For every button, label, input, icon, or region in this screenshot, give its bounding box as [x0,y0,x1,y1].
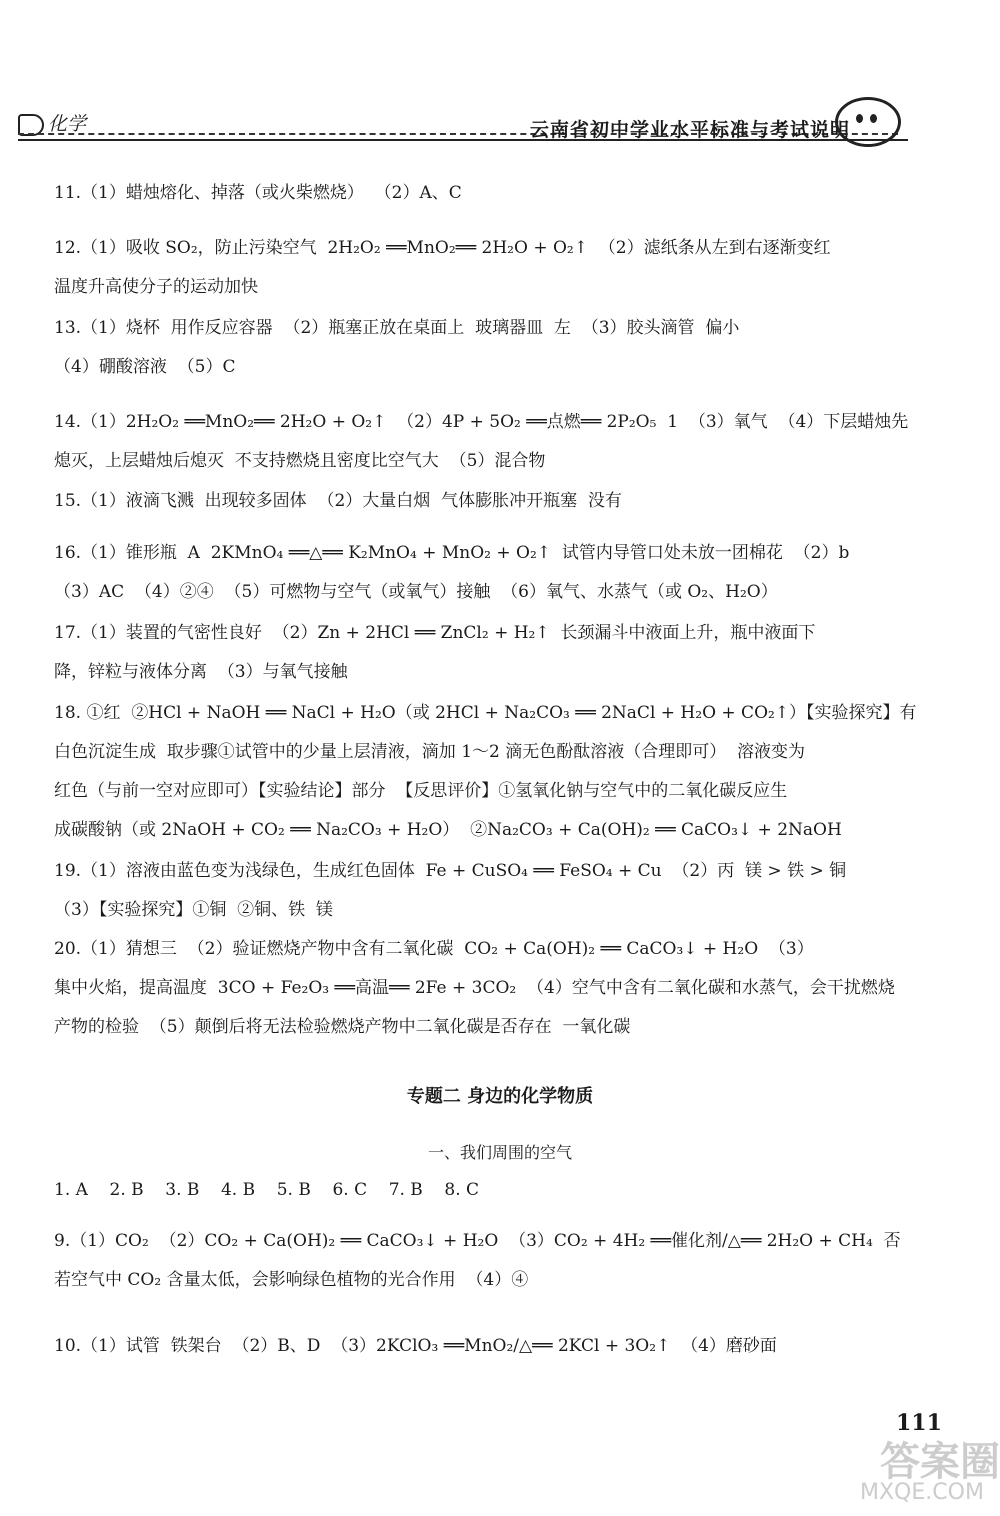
page-number: 111 [896,1410,942,1436]
book-title: 云南省初中学业水平标准与考试说明 [530,119,851,141]
answer-19: 19.（1）溶液由蓝色变为浅绿色，生成红色固体 Fe + CuSO₄ ══ FeSO₄ + Cu （2）丙 镁 > 铁 > 铜 （3）【实验探究】①铜 ②铜、铁 镁 [54,861,847,920]
subject-label [18,109,86,136]
answer-11: 11.（1）蜡烛熔化、掉落（或火柴燃烧） （2）A、C [54,183,462,203]
subject-text: 化学 [48,113,87,135]
answer-17: 17.（1）装置的气密性良好 （2）Zn + 2HCl ══ ZnCl₂ + H₂↑ 长颈漏斗中液面上升，瓶中液面下 降，锌粒与液体分离 （3）与氧气接触 [54,623,816,682]
section-subtitle: 一、我们周围的空气 [427,1143,572,1162]
answer-16: 16.（1）锥形瓶 A 2KMnO₄ ══△══ K₂MnO₄ + MnO₂ + O₂↑ 试管内导管口处未放一团棉花 （2）b （3）AC （4）②④ （5）可燃物与空气（或氧气）接触 （6）氧气、水蒸气（或 O₂、H₂O） [54,543,850,602]
answer-20: 20.（1）猜想三 （2）验证燃烧产物中含有二氧化碳 CO₂ + Ca(OH)₂ ══ CaCO₃↓ + H₂O （3） 集中火焰，提高温度 3CO + Fe₂O₃ ══高温══ 2Fe + 3CO₂ （4）空气中含有二氧化碳和水蒸气，会干扰燃烧 产物的检验 （5）颠倒后将无法检验燃烧产物中二氧化碳是否存在 一氧化碳 [54,939,895,1037]
page-header [0,95,1000,155]
answer-9: 9.（1）CO₂ （2）CO₂ + Ca(OH)₂ ══ CaCO₃↓ + H₂O （3）CO₂ + 4H₂ ══催化剂/△══ 2H₂O + CH₄ 否 若空气中 CO₂ 含量太低，会影响绿色植物的光合作用 （4）④ [54,1231,901,1290]
answer-10: 10.（1）试管 铁架台 （2）B、D （3）2KClO₃ ══MnO₂/△══ 2KCl + 3O₂↑ （4）磨砂面 [54,1336,777,1356]
answer-18: 18. ①红 ②HCl + NaOH ══ NaCl + H₂O（或 2HCl + Na₂CO₃ ══ 2NaCl + H₂O + CO₂↑）【实验探究】有 白色沉淀生成 取步骤①试管中的少量上层清液，滴加 1～2 滴无色酚酞溶液（合理即可） 溶液变为 红色（与前一空对应即可）【实验结论】部分 【反思评价】①氢氧化钠与空气中的二氧化碳反应生 成碳酸钠（或 2NaOH + CO₂ ══ Na₂CO₃ + H₂O） ②Na₂CO₃ + Ca(OH)₂ ══ CaCO₃↓ + 2NaOH [54,703,917,840]
watermark-url: MXQE.COM [860,1480,984,1505]
answer-13: 13.（1）烧杯 用作反应容器 （2）瓶塞正放在桌面上 玻璃器皿 左 （3）胶头滴管 偏小 （4）硼酸溶液 （5）C [54,318,740,377]
answer-1-8: 1. A 2. B 3. B 4. B 5. B 6. C 7. B 8. C [54,1180,480,1200]
answer-12: 12.（1）吸收 SO₂，防止污染空气 2H₂O₂ ══MnO₂══ 2H₂O + O₂↑ （2）滤纸条从左到右逐渐变红 温度升高使分子的运动加快 [54,238,831,297]
answer-14: 14.（1）2H₂O₂ ══MnO₂══ 2H₂O + O₂↑ （2）4P + 5O₂ ══点燃══ 2P₂O₅ 1 （3）氧气 （4）下层蜡烛先 熄灭，上层蜡烛后熄灭 不支持燃烧且密度比空气大 （5）混合物 [54,412,909,471]
section-title: 专题二 身边的化学物质 [406,1086,594,1107]
answer-15: 15.（1）液滴飞溅 出现较多固体 （2）大量白烟 气体膨胀冲开瓶塞 没有 [54,491,622,511]
mascot-icon [835,97,901,147]
watermark-logo: 答案圈 [880,1439,1000,1485]
